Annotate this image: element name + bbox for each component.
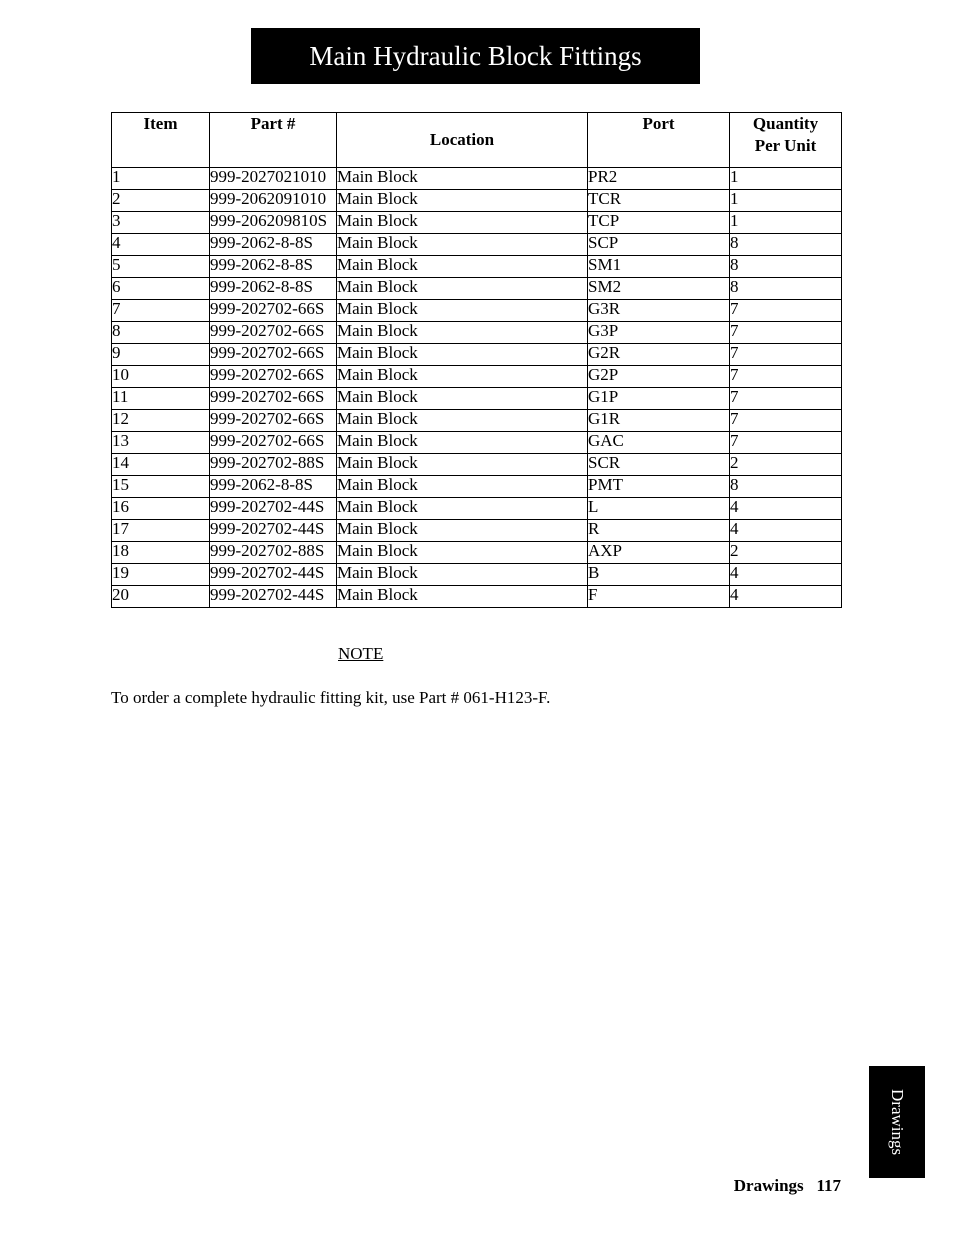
table-row [112, 498, 842, 520]
footer-section: Drawings [733, 1176, 804, 1195]
table-row [112, 410, 842, 432]
cell-item: 18 [112, 542, 210, 564]
cell-part-number: 999-2027021010 [210, 168, 337, 190]
table-row [112, 564, 842, 586]
table-header-row [112, 113, 842, 168]
cell-quantity: 7 [730, 344, 842, 366]
cell-item: 11 [112, 388, 210, 410]
cell-location: Main Block [337, 410, 588, 432]
cell-port: G2R [588, 344, 730, 366]
cell-item: 5 [112, 256, 210, 278]
header-port: Port [588, 113, 730, 168]
header-quantity [730, 113, 842, 168]
table-row [112, 190, 842, 212]
cell-port: G1P [588, 388, 730, 410]
cell-part-number: 999-202702-66S [210, 432, 337, 454]
header-quantity-line2: Per Unit [754, 136, 817, 155]
table-row [112, 322, 842, 344]
cell-location: Main Block [337, 234, 588, 256]
cell-part-number: 999-206209810S [210, 212, 337, 234]
page-title-banner [251, 28, 700, 84]
cell-item: 2 [112, 190, 210, 212]
cell-port: G1R [588, 410, 730, 432]
table-row [112, 454, 842, 476]
table-row [112, 256, 842, 278]
cell-item: 3 [112, 212, 210, 234]
cell-part-number: 999-202702-66S [210, 388, 337, 410]
cell-quantity: 4 [730, 520, 842, 542]
cell-port: TCP [588, 212, 730, 234]
cell-quantity: 4 [730, 564, 842, 586]
cell-location: Main Block [337, 366, 588, 388]
cell-port: GAC [588, 432, 730, 454]
table-row [112, 168, 842, 190]
cell-port: F [588, 586, 730, 608]
cell-quantity: 8 [730, 256, 842, 278]
side-tab-label: Drawings [888, 1088, 907, 1156]
cell-part-number: 999-2062091010 [210, 190, 337, 212]
cell-quantity: 7 [730, 410, 842, 432]
cell-quantity: 7 [730, 366, 842, 388]
cell-item: 6 [112, 278, 210, 300]
table-row [112, 432, 842, 454]
header-part: Part # [210, 113, 337, 168]
cell-location: Main Block [337, 256, 588, 278]
table-body [112, 168, 842, 608]
cell-item: 14 [112, 454, 210, 476]
cell-item: 4 [112, 234, 210, 256]
table-row [112, 542, 842, 564]
cell-location: Main Block [337, 542, 588, 564]
cell-part-number: 999-202702-66S [210, 366, 337, 388]
cell-port: R [588, 520, 730, 542]
cell-item: 15 [112, 476, 210, 498]
cell-location: Main Block [337, 564, 588, 586]
cell-port: PR2 [588, 168, 730, 190]
cell-part-number: 999-2062-8-8S [210, 234, 337, 256]
table-row [112, 344, 842, 366]
cell-port: SM1 [588, 256, 730, 278]
cell-item: 16 [112, 498, 210, 520]
cell-location: Main Block [337, 586, 588, 608]
cell-port: TCR [588, 190, 730, 212]
cell-item: 17 [112, 520, 210, 542]
note-heading: NOTE [338, 644, 384, 663]
cell-quantity: 8 [730, 278, 842, 300]
cell-quantity: 1 [730, 212, 842, 234]
cell-location: Main Block [337, 190, 588, 212]
cell-quantity: 7 [730, 322, 842, 344]
table-row [112, 234, 842, 256]
cell-location: Main Block [337, 498, 588, 520]
cell-quantity: 7 [730, 432, 842, 454]
cell-port: SM2 [588, 278, 730, 300]
table-row [112, 586, 842, 608]
table-row [112, 366, 842, 388]
cell-quantity: 8 [730, 234, 842, 256]
cell-quantity: 8 [730, 476, 842, 498]
cell-location: Main Block [337, 344, 588, 366]
cell-location: Main Block [337, 520, 588, 542]
cell-part-number: 999-202702-66S [210, 322, 337, 344]
cell-port: SCR [588, 454, 730, 476]
cell-item: 20 [112, 586, 210, 608]
table-row [112, 212, 842, 234]
cell-port: G3P [588, 322, 730, 344]
cell-location: Main Block [337, 388, 588, 410]
cell-item: 12 [112, 410, 210, 432]
cell-quantity: 2 [730, 542, 842, 564]
cell-location: Main Block [337, 454, 588, 476]
cell-part-number: 999-202702-44S [210, 498, 337, 520]
header-quantity-line1: Quantity [752, 114, 819, 133]
cell-port: G3R [588, 300, 730, 322]
cell-location: Main Block [337, 322, 588, 344]
cell-port: PMT [588, 476, 730, 498]
table-row [112, 278, 842, 300]
cell-part-number: 999-202702-66S [210, 410, 337, 432]
cell-part-number: 999-2062-8-8S [210, 476, 337, 498]
cell-part-number: 999-202702-66S [210, 344, 337, 366]
cell-part-number: 999-2062-8-8S [210, 278, 337, 300]
cell-item: 7 [112, 300, 210, 322]
cell-location: Main Block [337, 168, 588, 190]
table-row [112, 300, 842, 322]
cell-part-number: 999-202702-44S [210, 564, 337, 586]
cell-item: 19 [112, 564, 210, 586]
cell-item: 9 [112, 344, 210, 366]
cell-port: B [588, 564, 730, 586]
cell-location: Main Block [337, 212, 588, 234]
cell-item: 10 [112, 366, 210, 388]
cell-location: Main Block [337, 278, 588, 300]
cell-part-number: 999-202702-88S [210, 454, 337, 476]
table-row [112, 388, 842, 410]
cell-item: 13 [112, 432, 210, 454]
cell-quantity: 1 [730, 190, 842, 212]
cell-quantity: 7 [730, 300, 842, 322]
page-footer [734, 1176, 841, 1196]
cell-port: SCP [588, 234, 730, 256]
cell-port: G2P [588, 366, 730, 388]
cell-part-number: 999-202702-88S [210, 542, 337, 564]
cell-port: AXP [588, 542, 730, 564]
cell-location: Main Block [337, 476, 588, 498]
table-row [112, 520, 842, 542]
cell-quantity: 4 [730, 586, 842, 608]
cell-part-number: 999-202702-44S [210, 520, 337, 542]
fittings-table [111, 112, 842, 608]
cell-item: 1 [112, 168, 210, 190]
side-tab [869, 1066, 925, 1178]
cell-item: 8 [112, 322, 210, 344]
cell-port: L [588, 498, 730, 520]
cell-quantity: 7 [730, 388, 842, 410]
cell-quantity: 2 [730, 454, 842, 476]
table-row [112, 476, 842, 498]
header-location: Location [337, 113, 588, 168]
cell-part-number: 999-2062-8-8S [210, 256, 337, 278]
header-item: Item [112, 113, 210, 168]
page-title: Main Hydraulic Block Fittings [309, 40, 642, 71]
cell-part-number: 999-202702-44S [210, 586, 337, 608]
cell-part-number: 999-202702-66S [210, 300, 337, 322]
cell-quantity: 4 [730, 498, 842, 520]
cell-location: Main Block [337, 432, 588, 454]
cell-location: Main Block [337, 300, 588, 322]
cell-quantity: 1 [730, 168, 842, 190]
note-text: To order a complete hydraulic fitting kit, use Part # 061-H123-F. [111, 688, 551, 707]
footer-page-number: 117 [816, 1176, 841, 1195]
